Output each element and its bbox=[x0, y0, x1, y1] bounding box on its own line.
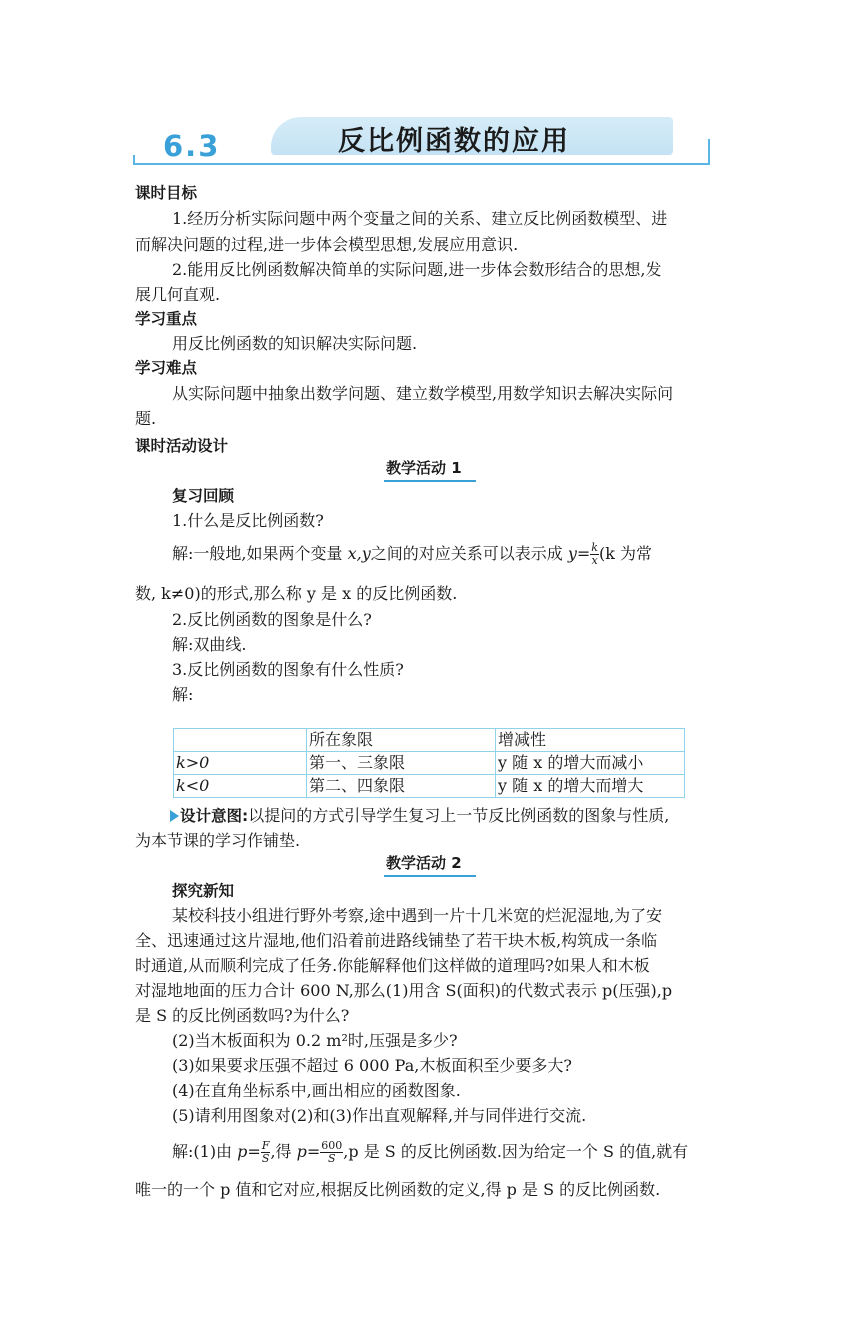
answer-3: 解: bbox=[172, 685, 194, 704]
design-heading: 课时活动设计 bbox=[135, 437, 229, 455]
header-rule-start bbox=[133, 155, 135, 165]
answer-1-prefix: 解:一般地,如果两个变量 bbox=[172, 544, 343, 563]
activity-1-title: 教学活动 1 bbox=[386, 459, 462, 477]
section-title: 反比例函数的应用 bbox=[338, 126, 570, 157]
table-cell: y 随 x 的增大而减小 bbox=[496, 752, 685, 775]
fraction-600-over-s bbox=[320, 1140, 343, 1165]
problem-line-4: 对湿地地面的压力合计 600 N,那么(1)用含 S(面积)的代数式表示 p(压强),p bbox=[135, 981, 673, 1000]
activity-1-underline bbox=[384, 480, 476, 482]
table-header-cell: 所在象限 bbox=[307, 729, 496, 752]
answer-1-suffix: (k 为常 bbox=[598, 544, 652, 563]
objectives-heading: 课时目标 bbox=[135, 184, 198, 202]
design-intent-line-1 bbox=[180, 804, 669, 828]
design-intent-label: 设计意图: bbox=[180, 807, 249, 825]
table-cell: 第二、四象限 bbox=[307, 775, 496, 798]
answer-2: 解:双曲线. bbox=[172, 635, 247, 654]
difficulties-line-1: 从实际问题中抽象出数学问题、建立数学模型,用数学知识去解决实际问 bbox=[172, 384, 674, 403]
solution-line-1 bbox=[172, 1140, 688, 1165]
problem-line-3: 时通道,从而顺利完成了任务.你能解释他们这样做的道理吗?如果人和木板 bbox=[135, 956, 650, 975]
objective-1-line-2: 而解决问题的过程,进一步体会模型思想,发展应用意识. bbox=[135, 235, 519, 254]
solution-p2: p= bbox=[296, 1142, 321, 1161]
header-rule-end bbox=[708, 139, 710, 165]
table-cell: 第一、三象限 bbox=[307, 752, 496, 775]
section-number: 6.3 bbox=[163, 129, 221, 163]
design-intent-line-2: 为本节课的学习作铺垫. bbox=[135, 831, 301, 850]
table-cell: y 随 x 的增大而增大 bbox=[496, 775, 685, 798]
solution-mid: ,得 bbox=[270, 1142, 292, 1161]
fraction-denominator: S bbox=[261, 1152, 270, 1165]
answer-1-line-2: 数, k≠0)的形式,那么称 y 是 x 的反比例函数. bbox=[135, 584, 458, 603]
solution-suffix: ,p 是 S 的反比例函数.因为给定一个 S 的值,就有 bbox=[343, 1142, 689, 1161]
explore-heading: 探究新知 bbox=[172, 882, 235, 900]
fraction-k-over-x bbox=[590, 542, 599, 567]
question-2: 2.反比例函数的图象是什么? bbox=[172, 610, 372, 629]
table-cell: k>0 bbox=[174, 752, 307, 775]
design-intent-arrow-icon bbox=[170, 810, 179, 822]
problem-line-1: 某校科技小组进行野外考察,途中遇到一片十几米宽的烂泥湿地,为了安 bbox=[172, 906, 663, 925]
activity-2-underline bbox=[384, 875, 476, 877]
question-1: 1.什么是反比例函数? bbox=[172, 511, 324, 530]
table-header-cell bbox=[174, 729, 307, 752]
sub-question-4: (4)在直角坐标系中,画出相应的函数图象. bbox=[172, 1081, 461, 1100]
fraction-f-over-s bbox=[261, 1140, 271, 1165]
key-points-heading: 学习重点 bbox=[135, 310, 198, 328]
solution-line-2: 唯一的一个 p 值和它对应,根据反比例函数的定义,得 p 是 S 的反比例函数. bbox=[135, 1180, 661, 1199]
answer-1-y: y= bbox=[567, 544, 591, 563]
fraction-denominator: S bbox=[328, 1152, 336, 1165]
objective-1-line-1: 1.经历分析实际问题中两个变量之间的关系、建立反比例函数模型、进 bbox=[172, 209, 668, 228]
solution-p1: p= bbox=[237, 1142, 261, 1161]
fraction-numerator: F bbox=[261, 1139, 270, 1152]
question-3: 3.反比例函数的图象有什么性质? bbox=[172, 660, 404, 679]
solution-prefix: 解:(1)由 bbox=[172, 1142, 233, 1161]
objective-2-line-1: 2.能用反比例函数解决简单的实际问题,进一步体会数形结合的思想,发 bbox=[172, 260, 662, 279]
table-header-row bbox=[174, 729, 685, 752]
answer-1-mid: 之间的对应关系可以表示成 bbox=[370, 544, 563, 563]
header-rule bbox=[133, 163, 708, 165]
table-cell: k<0 bbox=[174, 775, 307, 798]
table-header-cell: 增减性 bbox=[496, 729, 685, 752]
design-intent-text: 以提问的方式引导学生复习上一节反比例函数的图象与性质, bbox=[248, 806, 670, 825]
sub-question-3: (3)如果要求压强不超过 6 000 Pa,木板面积至少要多大? bbox=[172, 1056, 572, 1075]
difficulties-line-2: 题. bbox=[135, 409, 157, 428]
fraction-numerator: k bbox=[591, 541, 598, 554]
section-header bbox=[133, 113, 713, 169]
sub-question-2: (2)当木板面积为 0.2 m²时,压强是多少? bbox=[172, 1031, 458, 1050]
table-row bbox=[174, 752, 685, 775]
properties-table bbox=[173, 728, 685, 798]
answer-1-vars: x,y bbox=[347, 544, 371, 563]
table-row bbox=[174, 775, 685, 798]
fraction-numerator: 600 bbox=[321, 1139, 343, 1152]
review-heading: 复习回顾 bbox=[172, 487, 235, 505]
activity-2-title: 教学活动 2 bbox=[386, 854, 462, 872]
key-points-text: 用反比例函数的知识解决实际问题. bbox=[172, 334, 418, 353]
problem-line-5: 是 S 的反比例函数吗?为什么? bbox=[135, 1006, 350, 1025]
answer-1-line-1 bbox=[172, 542, 652, 567]
objective-2-line-2: 展几何直观. bbox=[135, 285, 221, 304]
fraction-denominator: x bbox=[591, 554, 598, 567]
difficulties-heading: 学习难点 bbox=[135, 359, 198, 377]
problem-line-2: 全、迅速通过这片湿地,他们沿着前进路线铺垫了若干块木板,构筑成一条临 bbox=[135, 931, 658, 950]
sub-question-5: (5)请利用图象对(2)和(3)作出直观解释,并与同伴进行交流. bbox=[172, 1106, 587, 1125]
